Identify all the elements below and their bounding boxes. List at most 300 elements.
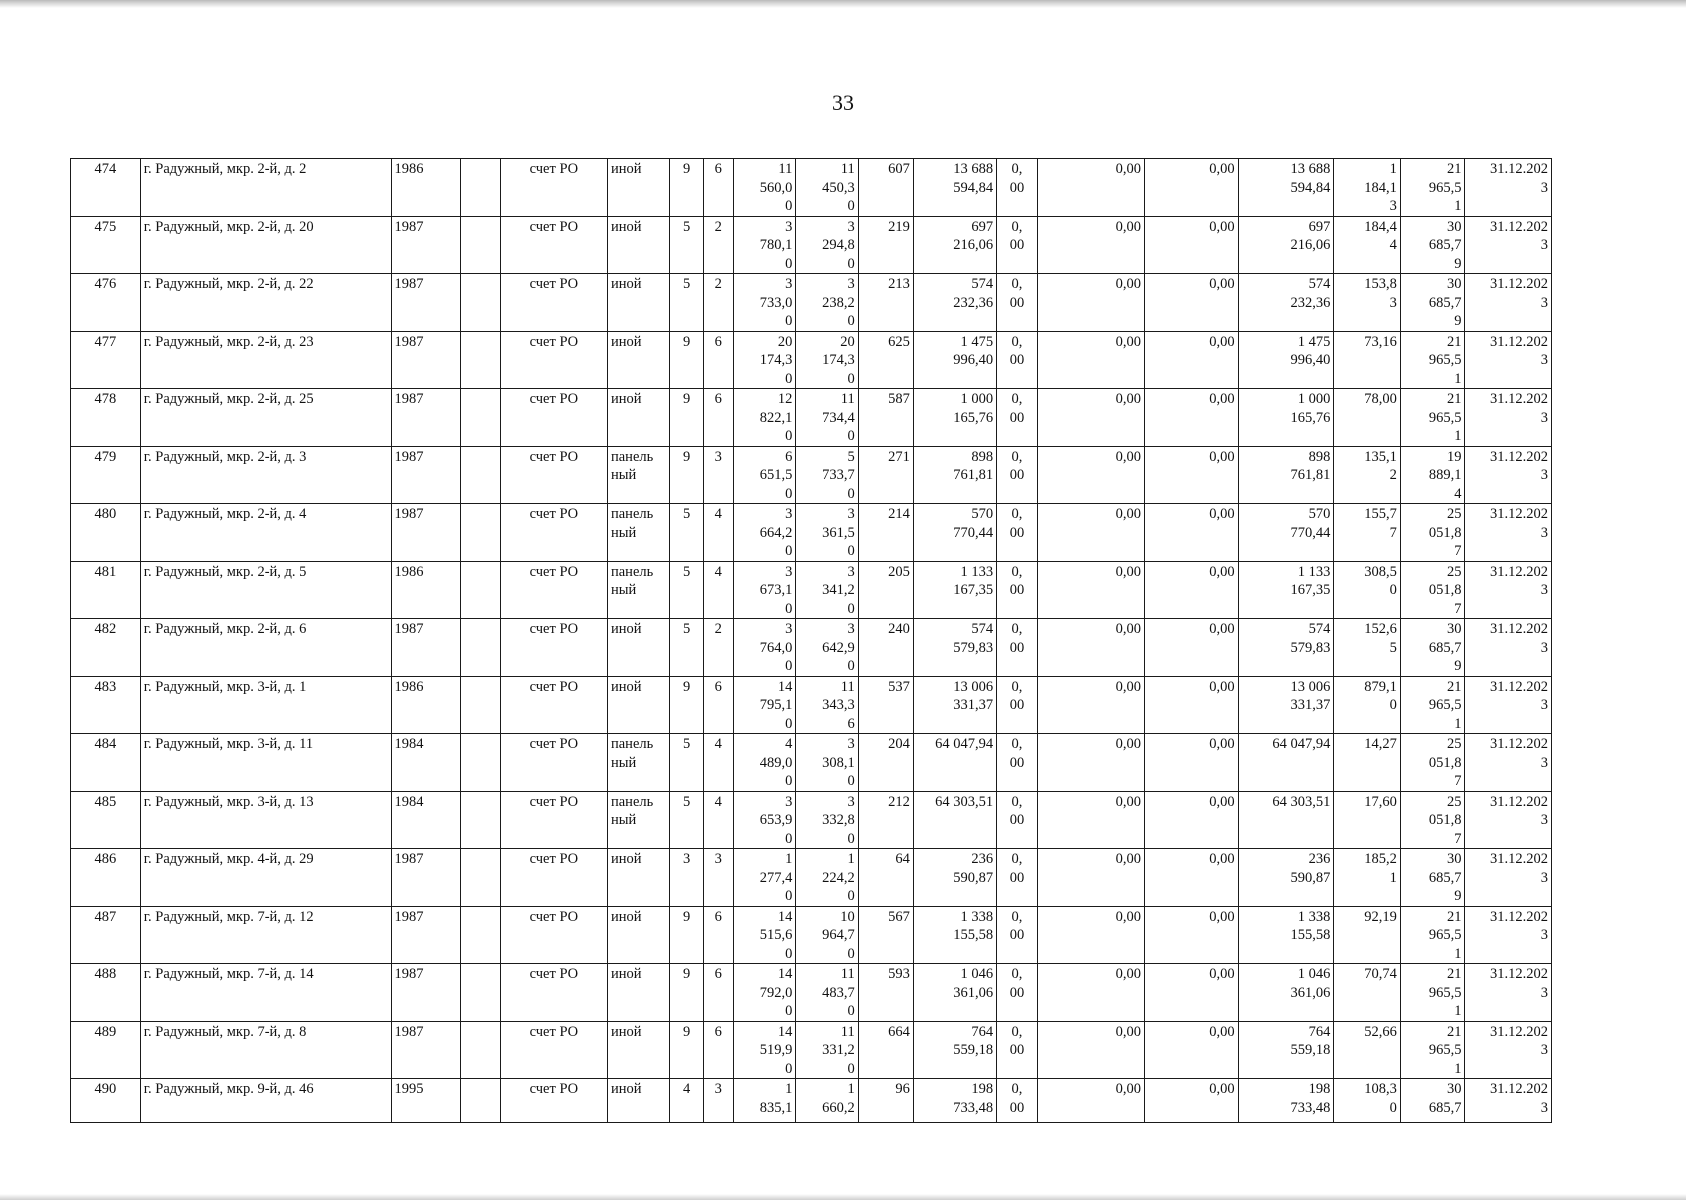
cell-unit-cost: 879,1 0	[1334, 676, 1401, 734]
cell-entrances: 4	[703, 504, 733, 562]
cell-fund-owners: 1 000 165,76	[1238, 389, 1334, 447]
cell-fund-region: 0,00	[1037, 504, 1144, 562]
cell-cost-total: 13 688 594,84	[913, 159, 996, 217]
cell-wall: иной	[607, 964, 669, 1022]
cell-account: счет РО	[500, 1079, 607, 1123]
cell-unit-cost: 185,2 1	[1334, 849, 1401, 907]
cell-floors: 5	[670, 504, 703, 562]
cell-entrances: 2	[703, 619, 733, 677]
cell-year: 1986	[391, 561, 461, 619]
cell-unit-limit: 21 965,5 1	[1400, 676, 1465, 734]
cell-account: счет РО	[500, 791, 607, 849]
cell-entrances: 4	[703, 791, 733, 849]
cell-entrances: 6	[703, 964, 733, 1022]
table-row	[71, 1079, 1552, 1123]
cell-residents: 607	[858, 159, 913, 217]
cell-area-total: 1 277,4 0	[733, 849, 795, 907]
cell-deadline: 31.12.202 3	[1465, 791, 1552, 849]
cell-entrances: 6	[703, 1021, 733, 1079]
cell-num: 488	[71, 964, 141, 1022]
cell-num: 490	[71, 1079, 141, 1123]
cell-deadline: 31.12.202 3	[1465, 1079, 1552, 1123]
cell-fund-fed: 0, 00	[997, 274, 1038, 332]
cell-fund-fed: 0, 00	[997, 791, 1038, 849]
cell-num: 479	[71, 446, 141, 504]
cell-address: г. Радужный, мкр. 2-й, д. 23	[140, 331, 391, 389]
cell-unit-cost: 308,5 0	[1334, 561, 1401, 619]
cell-fund-owners: 697 216,06	[1238, 216, 1334, 274]
cell-fund-owners: 1 046 361,06	[1238, 964, 1334, 1022]
table-row	[71, 791, 1552, 849]
cell-fund-region: 0,00	[1037, 331, 1144, 389]
cell-unit-limit: 21 965,5 1	[1400, 964, 1465, 1022]
cell-cost-total: 236 590,87	[913, 849, 996, 907]
cell-account: счет РО	[500, 446, 607, 504]
cell-fund-local: 0,00	[1144, 791, 1238, 849]
cell-wall: иной	[607, 159, 669, 217]
table-row	[71, 964, 1552, 1022]
cell-area-living: 1 224,2 0	[796, 849, 858, 907]
cell-address: г. Радужный, мкр. 3-й, д. 1	[140, 676, 391, 734]
cell-area-total: 14 519,9 0	[733, 1021, 795, 1079]
cell-blank	[461, 619, 501, 677]
table-row	[71, 561, 1552, 619]
cell-wall: иной	[607, 619, 669, 677]
cell-area-total: 3 664,2 0	[733, 504, 795, 562]
cell-area-living: 5 733,7 0	[796, 446, 858, 504]
cell-address: г. Радужный, мкр. 2-й, д. 4	[140, 504, 391, 562]
cell-area-living: 20 174,3 0	[796, 331, 858, 389]
cell-floors: 9	[670, 676, 703, 734]
cell-num: 482	[71, 619, 141, 677]
cell-unit-limit: 21 965,5 1	[1400, 331, 1465, 389]
page-number: 33	[832, 90, 854, 115]
cell-fund-local: 0,00	[1144, 331, 1238, 389]
cell-fund-fed: 0, 00	[997, 331, 1038, 389]
cell-area-total: 6 651,5 0	[733, 446, 795, 504]
cell-year: 1984	[391, 791, 461, 849]
cell-cost-total: 13 006 331,37	[913, 676, 996, 734]
cell-blank	[461, 216, 501, 274]
table-row	[71, 331, 1552, 389]
cell-entrances: 4	[703, 561, 733, 619]
cell-wall: панель ный	[607, 734, 669, 792]
cell-fund-owners: 64 303,51	[1238, 791, 1334, 849]
cell-wall: панель ный	[607, 504, 669, 562]
cell-fund-owners: 198 733,48	[1238, 1079, 1334, 1123]
cell-entrances: 6	[703, 159, 733, 217]
cell-floors: 5	[670, 274, 703, 332]
cell-unit-limit: 30 685,7 9	[1400, 619, 1465, 677]
cell-floors: 9	[670, 159, 703, 217]
cell-area-total: 14 795,1 0	[733, 676, 795, 734]
cell-area-total: 3 653,9 0	[733, 791, 795, 849]
cell-address: г. Радужный, мкр. 7-й, д. 8	[140, 1021, 391, 1079]
cell-floors: 5	[670, 619, 703, 677]
cell-floors: 9	[670, 906, 703, 964]
cell-fund-fed: 0, 00	[997, 734, 1038, 792]
cell-deadline: 31.12.202 3	[1465, 446, 1552, 504]
cell-blank	[461, 446, 501, 504]
cell-blank	[461, 676, 501, 734]
cell-residents: 204	[858, 734, 913, 792]
cell-fund-local: 0,00	[1144, 619, 1238, 677]
cell-address: г. Радужный, мкр. 9-й, д. 46	[140, 1079, 391, 1123]
cell-area-living: 3 308,1 0	[796, 734, 858, 792]
cell-address: г. Радужный, мкр. 2-й, д. 25	[140, 389, 391, 447]
cell-fund-fed: 0, 00	[997, 216, 1038, 274]
cell-floors: 9	[670, 1021, 703, 1079]
cell-blank	[461, 274, 501, 332]
table-row	[71, 1021, 1552, 1079]
cell-year: 1987	[391, 619, 461, 677]
cell-fund-region: 0,00	[1037, 619, 1144, 677]
cell-fund-owners: 1 338 155,58	[1238, 906, 1334, 964]
cell-area-living: 11 483,7 0	[796, 964, 858, 1022]
cell-cost-total: 574 232,36	[913, 274, 996, 332]
cell-year: 1987	[391, 849, 461, 907]
cell-num: 487	[71, 906, 141, 964]
cell-area-living: 3 238,2 0	[796, 274, 858, 332]
cell-deadline: 31.12.202 3	[1465, 389, 1552, 447]
cell-blank	[461, 561, 501, 619]
cell-cost-total: 1 000 165,76	[913, 389, 996, 447]
cell-num: 484	[71, 734, 141, 792]
cell-floors: 5	[670, 216, 703, 274]
cell-account: счет РО	[500, 849, 607, 907]
cell-unit-cost: 1 184,1 3	[1334, 159, 1401, 217]
cell-floors: 5	[670, 734, 703, 792]
cell-deadline: 31.12.202 3	[1465, 159, 1552, 217]
cell-blank	[461, 964, 501, 1022]
cell-area-total: 1 835,1	[733, 1079, 795, 1123]
cell-fund-region: 0,00	[1037, 791, 1144, 849]
cell-fund-owners: 574 232,36	[1238, 274, 1334, 332]
cell-entrances: 3	[703, 446, 733, 504]
cell-area-living: 11 734,4 0	[796, 389, 858, 447]
cell-blank	[461, 331, 501, 389]
cell-wall: иной	[607, 676, 669, 734]
cell-fund-owners: 1 475 996,40	[1238, 331, 1334, 389]
cell-num: 478	[71, 389, 141, 447]
cell-account: счет РО	[500, 561, 607, 619]
cell-area-living: 10 964,7 0	[796, 906, 858, 964]
cell-unit-cost: 92,19	[1334, 906, 1401, 964]
cell-fund-fed: 0, 00	[997, 389, 1038, 447]
table-row	[71, 446, 1552, 504]
cell-area-total: 3 733,0 0	[733, 274, 795, 332]
cell-cost-total: 1 046 361,06	[913, 964, 996, 1022]
housing-register-table	[70, 158, 1552, 1123]
cell-blank	[461, 849, 501, 907]
cell-address: г. Радужный, мкр. 2-й, д. 2	[140, 159, 391, 217]
cell-deadline: 31.12.202 3	[1465, 1021, 1552, 1079]
cell-num: 483	[71, 676, 141, 734]
cell-floors: 4	[670, 1079, 703, 1123]
cell-fund-local: 0,00	[1144, 446, 1238, 504]
cell-address: г. Радужный, мкр. 2-й, д. 22	[140, 274, 391, 332]
cell-num: 475	[71, 216, 141, 274]
cell-year: 1987	[391, 906, 461, 964]
cell-fund-region: 0,00	[1037, 906, 1144, 964]
cell-deadline: 31.12.202 3	[1465, 561, 1552, 619]
cell-unit-cost: 152,6 5	[1334, 619, 1401, 677]
cell-num: 480	[71, 504, 141, 562]
cell-address: г. Радужный, мкр. 4-й, д. 29	[140, 849, 391, 907]
cell-fund-region: 0,00	[1037, 964, 1144, 1022]
cell-blank	[461, 159, 501, 217]
cell-area-total: 3 764,0 0	[733, 619, 795, 677]
cell-unit-cost: 108,3 0	[1334, 1079, 1401, 1123]
cell-cost-total: 198 733,48	[913, 1079, 996, 1123]
cell-residents: 240	[858, 619, 913, 677]
cell-blank	[461, 1079, 501, 1123]
cell-account: счет РО	[500, 159, 607, 217]
cell-address: г. Радужный, мкр. 7-й, д. 14	[140, 964, 391, 1022]
cell-area-total: 12 822,1 0	[733, 389, 795, 447]
cell-fund-owners: 13 688 594,84	[1238, 159, 1334, 217]
cell-deadline: 31.12.202 3	[1465, 619, 1552, 677]
cell-fund-owners: 898 761,81	[1238, 446, 1334, 504]
cell-fund-region: 0,00	[1037, 1021, 1144, 1079]
cell-wall: иной	[607, 331, 669, 389]
cell-unit-cost: 153,8 3	[1334, 274, 1401, 332]
cell-blank	[461, 906, 501, 964]
cell-unit-limit: 30 685,7 9	[1400, 274, 1465, 332]
cell-unit-cost: 70,74	[1334, 964, 1401, 1022]
cell-wall: иной	[607, 389, 669, 447]
cell-floors: 3	[670, 849, 703, 907]
cell-fund-region: 0,00	[1037, 561, 1144, 619]
cell-deadline: 31.12.202 3	[1465, 676, 1552, 734]
cell-entrances: 3	[703, 1079, 733, 1123]
cell-account: счет РО	[500, 331, 607, 389]
cell-account: счет РО	[500, 734, 607, 792]
cell-fund-fed: 0, 00	[997, 1079, 1038, 1123]
cell-unit-cost: 73,16	[1334, 331, 1401, 389]
table-row	[71, 849, 1552, 907]
cell-blank	[461, 389, 501, 447]
cell-area-living: 3 361,5 0	[796, 504, 858, 562]
cell-residents: 213	[858, 274, 913, 332]
cell-wall: панель ный	[607, 561, 669, 619]
table-row	[71, 389, 1552, 447]
cell-num: 486	[71, 849, 141, 907]
cell-entrances: 2	[703, 274, 733, 332]
cell-num: 489	[71, 1021, 141, 1079]
cell-fund-fed: 0, 00	[997, 446, 1038, 504]
cell-residents: 64	[858, 849, 913, 907]
cell-fund-local: 0,00	[1144, 849, 1238, 907]
cell-residents: 587	[858, 389, 913, 447]
cell-address: г. Радужный, мкр. 3-й, д. 11	[140, 734, 391, 792]
cell-num: 474	[71, 159, 141, 217]
cell-year: 1987	[391, 964, 461, 1022]
cell-blank	[461, 1021, 501, 1079]
cell-unit-limit: 30 685,7 9	[1400, 849, 1465, 907]
cell-fund-region: 0,00	[1037, 676, 1144, 734]
cell-account: счет РО	[500, 906, 607, 964]
cell-fund-owners: 574 579,83	[1238, 619, 1334, 677]
cell-address: г. Радужный, мкр. 2-й, д. 6	[140, 619, 391, 677]
cell-area-total: 3 673,1 0	[733, 561, 795, 619]
cell-cost-total: 898 761,81	[913, 446, 996, 504]
cell-fund-local: 0,00	[1144, 274, 1238, 332]
cell-fund-fed: 0, 00	[997, 1021, 1038, 1079]
cell-account: счет РО	[500, 676, 607, 734]
cell-address: г. Радужный, мкр. 2-й, д. 5	[140, 561, 391, 619]
cell-unit-limit: 30 685,7 9	[1400, 216, 1465, 274]
cell-account: счет РО	[500, 964, 607, 1022]
cell-account: счет РО	[500, 274, 607, 332]
cell-fund-local: 0,00	[1144, 561, 1238, 619]
cell-fund-local: 0,00	[1144, 734, 1238, 792]
cell-year: 1987	[391, 274, 461, 332]
cell-wall: панель ный	[607, 446, 669, 504]
cell-unit-cost: 155,7 7	[1334, 504, 1401, 562]
cell-year: 1987	[391, 389, 461, 447]
cell-unit-cost: 14,27	[1334, 734, 1401, 792]
cell-residents: 96	[858, 1079, 913, 1123]
cell-cost-total: 764 559,18	[913, 1021, 996, 1079]
cell-fund-local: 0,00	[1144, 216, 1238, 274]
cell-unit-limit: 25 051,8 7	[1400, 791, 1465, 849]
cell-area-living: 11 331,2 0	[796, 1021, 858, 1079]
cell-fund-local: 0,00	[1144, 676, 1238, 734]
cell-account: счет РО	[500, 216, 607, 274]
cell-area-total: 4 489,0 0	[733, 734, 795, 792]
cell-residents: 567	[858, 906, 913, 964]
cell-num: 485	[71, 791, 141, 849]
cell-entrances: 3	[703, 849, 733, 907]
cell-area-total: 14 515,6 0	[733, 906, 795, 964]
cell-residents: 271	[858, 446, 913, 504]
cell-year: 1987	[391, 446, 461, 504]
cell-num: 481	[71, 561, 141, 619]
cell-address: г. Радужный, мкр. 2-й, д. 20	[140, 216, 391, 274]
cell-area-living: 11 343,3 6	[796, 676, 858, 734]
cell-entrances: 6	[703, 676, 733, 734]
cell-num: 476	[71, 274, 141, 332]
cell-floors: 9	[670, 964, 703, 1022]
cell-unit-cost: 135,1 2	[1334, 446, 1401, 504]
cell-fund-owners: 570 770,44	[1238, 504, 1334, 562]
cell-unit-limit: 19 889,1 4	[1400, 446, 1465, 504]
cell-unit-limit: 25 051,8 7	[1400, 561, 1465, 619]
scan-edge-top	[0, 0, 1686, 8]
cell-residents: 593	[858, 964, 913, 1022]
cell-unit-limit: 25 051,8 7	[1400, 504, 1465, 562]
cell-floors: 5	[670, 791, 703, 849]
cell-fund-region: 0,00	[1037, 446, 1144, 504]
cell-wall: иной	[607, 1021, 669, 1079]
cell-fund-region: 0,00	[1037, 849, 1144, 907]
cell-wall: иной	[607, 274, 669, 332]
cell-address: г. Радужный, мкр. 2-й, д. 3	[140, 446, 391, 504]
cell-deadline: 31.12.202 3	[1465, 274, 1552, 332]
table-row	[71, 906, 1552, 964]
cell-residents: 537	[858, 676, 913, 734]
cell-area-total: 14 792,0 0	[733, 964, 795, 1022]
cell-fund-fed: 0, 00	[997, 964, 1038, 1022]
cell-year: 1987	[391, 504, 461, 562]
cell-residents: 625	[858, 331, 913, 389]
cell-area-living: 3 341,2 0	[796, 561, 858, 619]
cell-deadline: 31.12.202 3	[1465, 216, 1552, 274]
cell-fund-local: 0,00	[1144, 389, 1238, 447]
cell-fund-owners: 64 047,94	[1238, 734, 1334, 792]
cell-fund-region: 0,00	[1037, 159, 1144, 217]
cell-cost-total: 1 475 996,40	[913, 331, 996, 389]
cell-blank	[461, 504, 501, 562]
table-row	[71, 159, 1552, 217]
cell-deadline: 31.12.202 3	[1465, 504, 1552, 562]
cell-unit-limit: 21 965,5 1	[1400, 389, 1465, 447]
cell-fund-local: 0,00	[1144, 159, 1238, 217]
cell-deadline: 31.12.202 3	[1465, 331, 1552, 389]
cell-cost-total: 697 216,06	[913, 216, 996, 274]
cell-account: счет РО	[500, 504, 607, 562]
cell-unit-limit: 21 965,5 1	[1400, 159, 1465, 217]
table-row	[71, 676, 1552, 734]
cell-cost-total: 1 133 167,35	[913, 561, 996, 619]
cell-fund-fed: 0, 00	[997, 906, 1038, 964]
cell-fund-fed: 0, 00	[997, 676, 1038, 734]
cell-fund-owners: 1 133 167,35	[1238, 561, 1334, 619]
cell-residents: 212	[858, 791, 913, 849]
cell-entrances: 6	[703, 331, 733, 389]
cell-year: 1987	[391, 216, 461, 274]
cell-entrances: 2	[703, 216, 733, 274]
cell-wall: иной	[607, 216, 669, 274]
cell-floors: 9	[670, 389, 703, 447]
cell-cost-total: 64 303,51	[913, 791, 996, 849]
cell-fund-region: 0,00	[1037, 274, 1144, 332]
cell-unit-limit: 21 965,5 1	[1400, 906, 1465, 964]
cell-account: счет РО	[500, 389, 607, 447]
table-row	[71, 216, 1552, 274]
cell-area-total: 3 780,1 0	[733, 216, 795, 274]
cell-unit-limit: 21 965,5 1	[1400, 1021, 1465, 1079]
cell-area-living: 3 294,8 0	[796, 216, 858, 274]
cell-fund-owners: 13 006 331,37	[1238, 676, 1334, 734]
cell-fund-fed: 0, 00	[997, 561, 1038, 619]
cell-floors: 9	[670, 331, 703, 389]
cell-fund-owners: 236 590,87	[1238, 849, 1334, 907]
cell-residents: 664	[858, 1021, 913, 1079]
cell-unit-cost: 52,66	[1334, 1021, 1401, 1079]
cell-residents: 219	[858, 216, 913, 274]
cell-entrances: 4	[703, 734, 733, 792]
cell-unit-cost: 184,4 4	[1334, 216, 1401, 274]
cell-address: г. Радужный, мкр. 7-й, д. 12	[140, 906, 391, 964]
cell-floors: 9	[670, 446, 703, 504]
cell-fund-local: 0,00	[1144, 1079, 1238, 1123]
scan-edge-bottom	[0, 1194, 1686, 1200]
cell-unit-cost: 17,60	[1334, 791, 1401, 849]
cell-fund-fed: 0, 00	[997, 159, 1038, 217]
table-row	[71, 504, 1552, 562]
cell-year: 1986	[391, 159, 461, 217]
cell-fund-region: 0,00	[1037, 389, 1144, 447]
cell-wall: иной	[607, 906, 669, 964]
cell-deadline: 31.12.202 3	[1465, 734, 1552, 792]
cell-area-total: 20 174,3 0	[733, 331, 795, 389]
cell-cost-total: 574 579,83	[913, 619, 996, 677]
cell-fund-local: 0,00	[1144, 906, 1238, 964]
table-row	[71, 734, 1552, 792]
cell-blank	[461, 734, 501, 792]
